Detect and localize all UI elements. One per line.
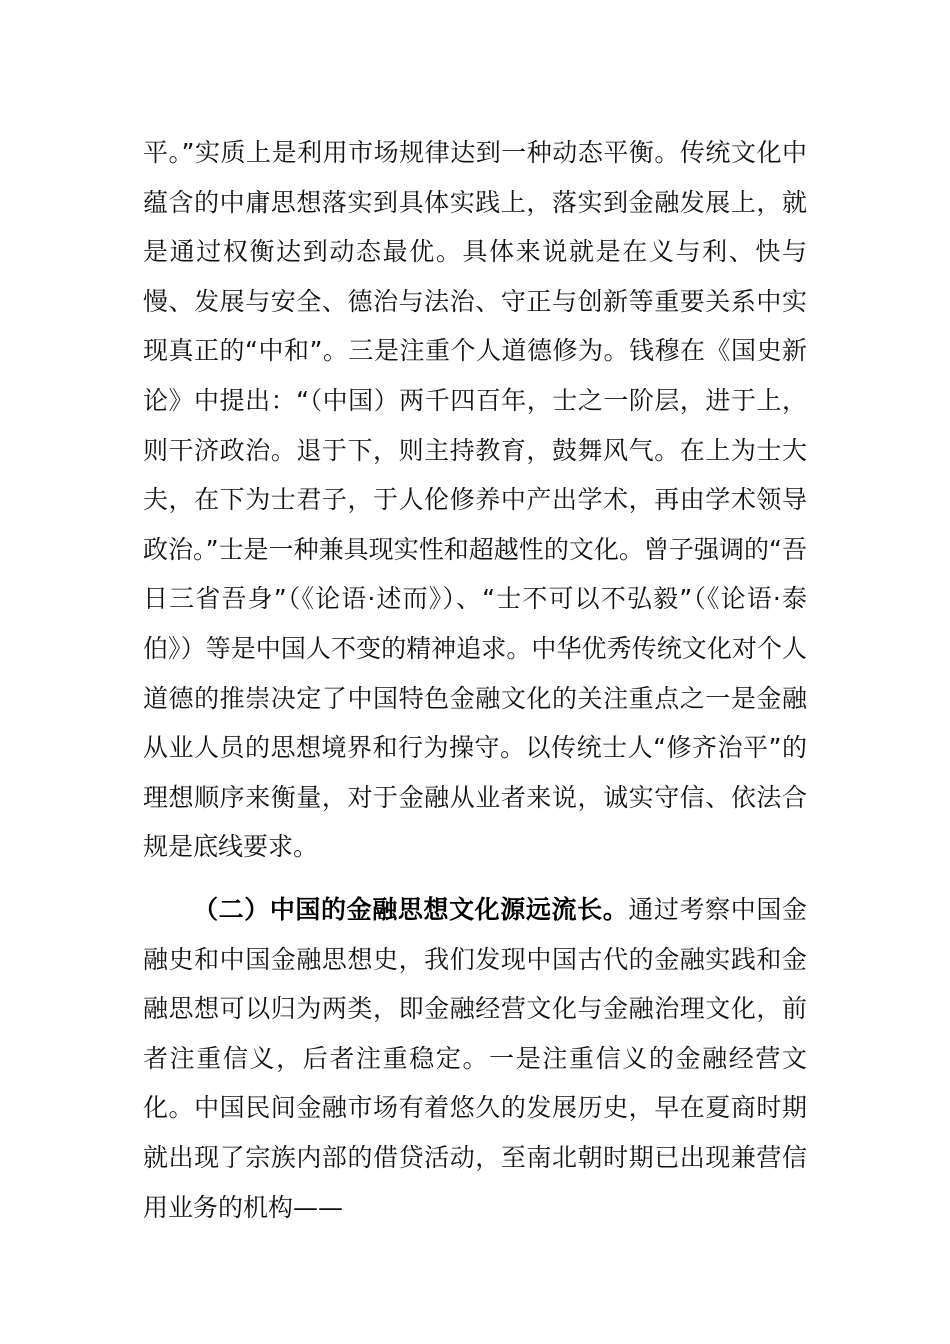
body-paragraph-1: 平。”实质上是利用市场规律达到一种动态平衡。传统文化中蕴含的中庸思想落实到具体实践上，落实到金融发展上，就是通过权衡达到动态最优。具体来说就是在义与利、快与慢、发展与安全、德治与法治、守正与创新等重要关系中实现真正的“中和”。三是注重个人道德修为。钱穆在《国史新论》中提出：“（中国）两千四百年，士之一阶层，进于上，则干济政治。退于下，则主持教育，鼓舞风气。在上为士大夫，在下为士君子，于人伦修养中产出学术，再由学术领导政治。”士是一种兼具现实性和超越性的文化。曾子强调的“吾日三省吾身”（《论语·述而》）、“士不可以不弘毅”（《论语·泰伯》）等是中国人不变的精神追求。中华优秀传统文化对个人道德的推崇决定了中国特色金融文化的关注重点之一是金融从业人员的思想境界和行为操守。以传统士人“修齐治平”的理想顺序来衡量，对于金融从业者来说，诚实守信、依法合规是底线要求。 [143,138,807,862]
body-paragraph-2 [143,885,807,1232]
section-heading: （二）中国的金融思想文化源远流长。 [193,895,629,924]
section-body-text: 通过考察中国金融史和中国金融思想史，我们发现中国古代的金融实践和金融思想可以归为两类，即金融经营文化与金融治理文化，前者注重信义，后者注重稳定。一是注重信义的金融经营文化。中国民间金融市场有着悠久的发展历史，早在夏商时期就出现了宗族内部的借贷活动，至南北朝时期已出现兼营信用业务的机构—— [143,895,807,1222]
